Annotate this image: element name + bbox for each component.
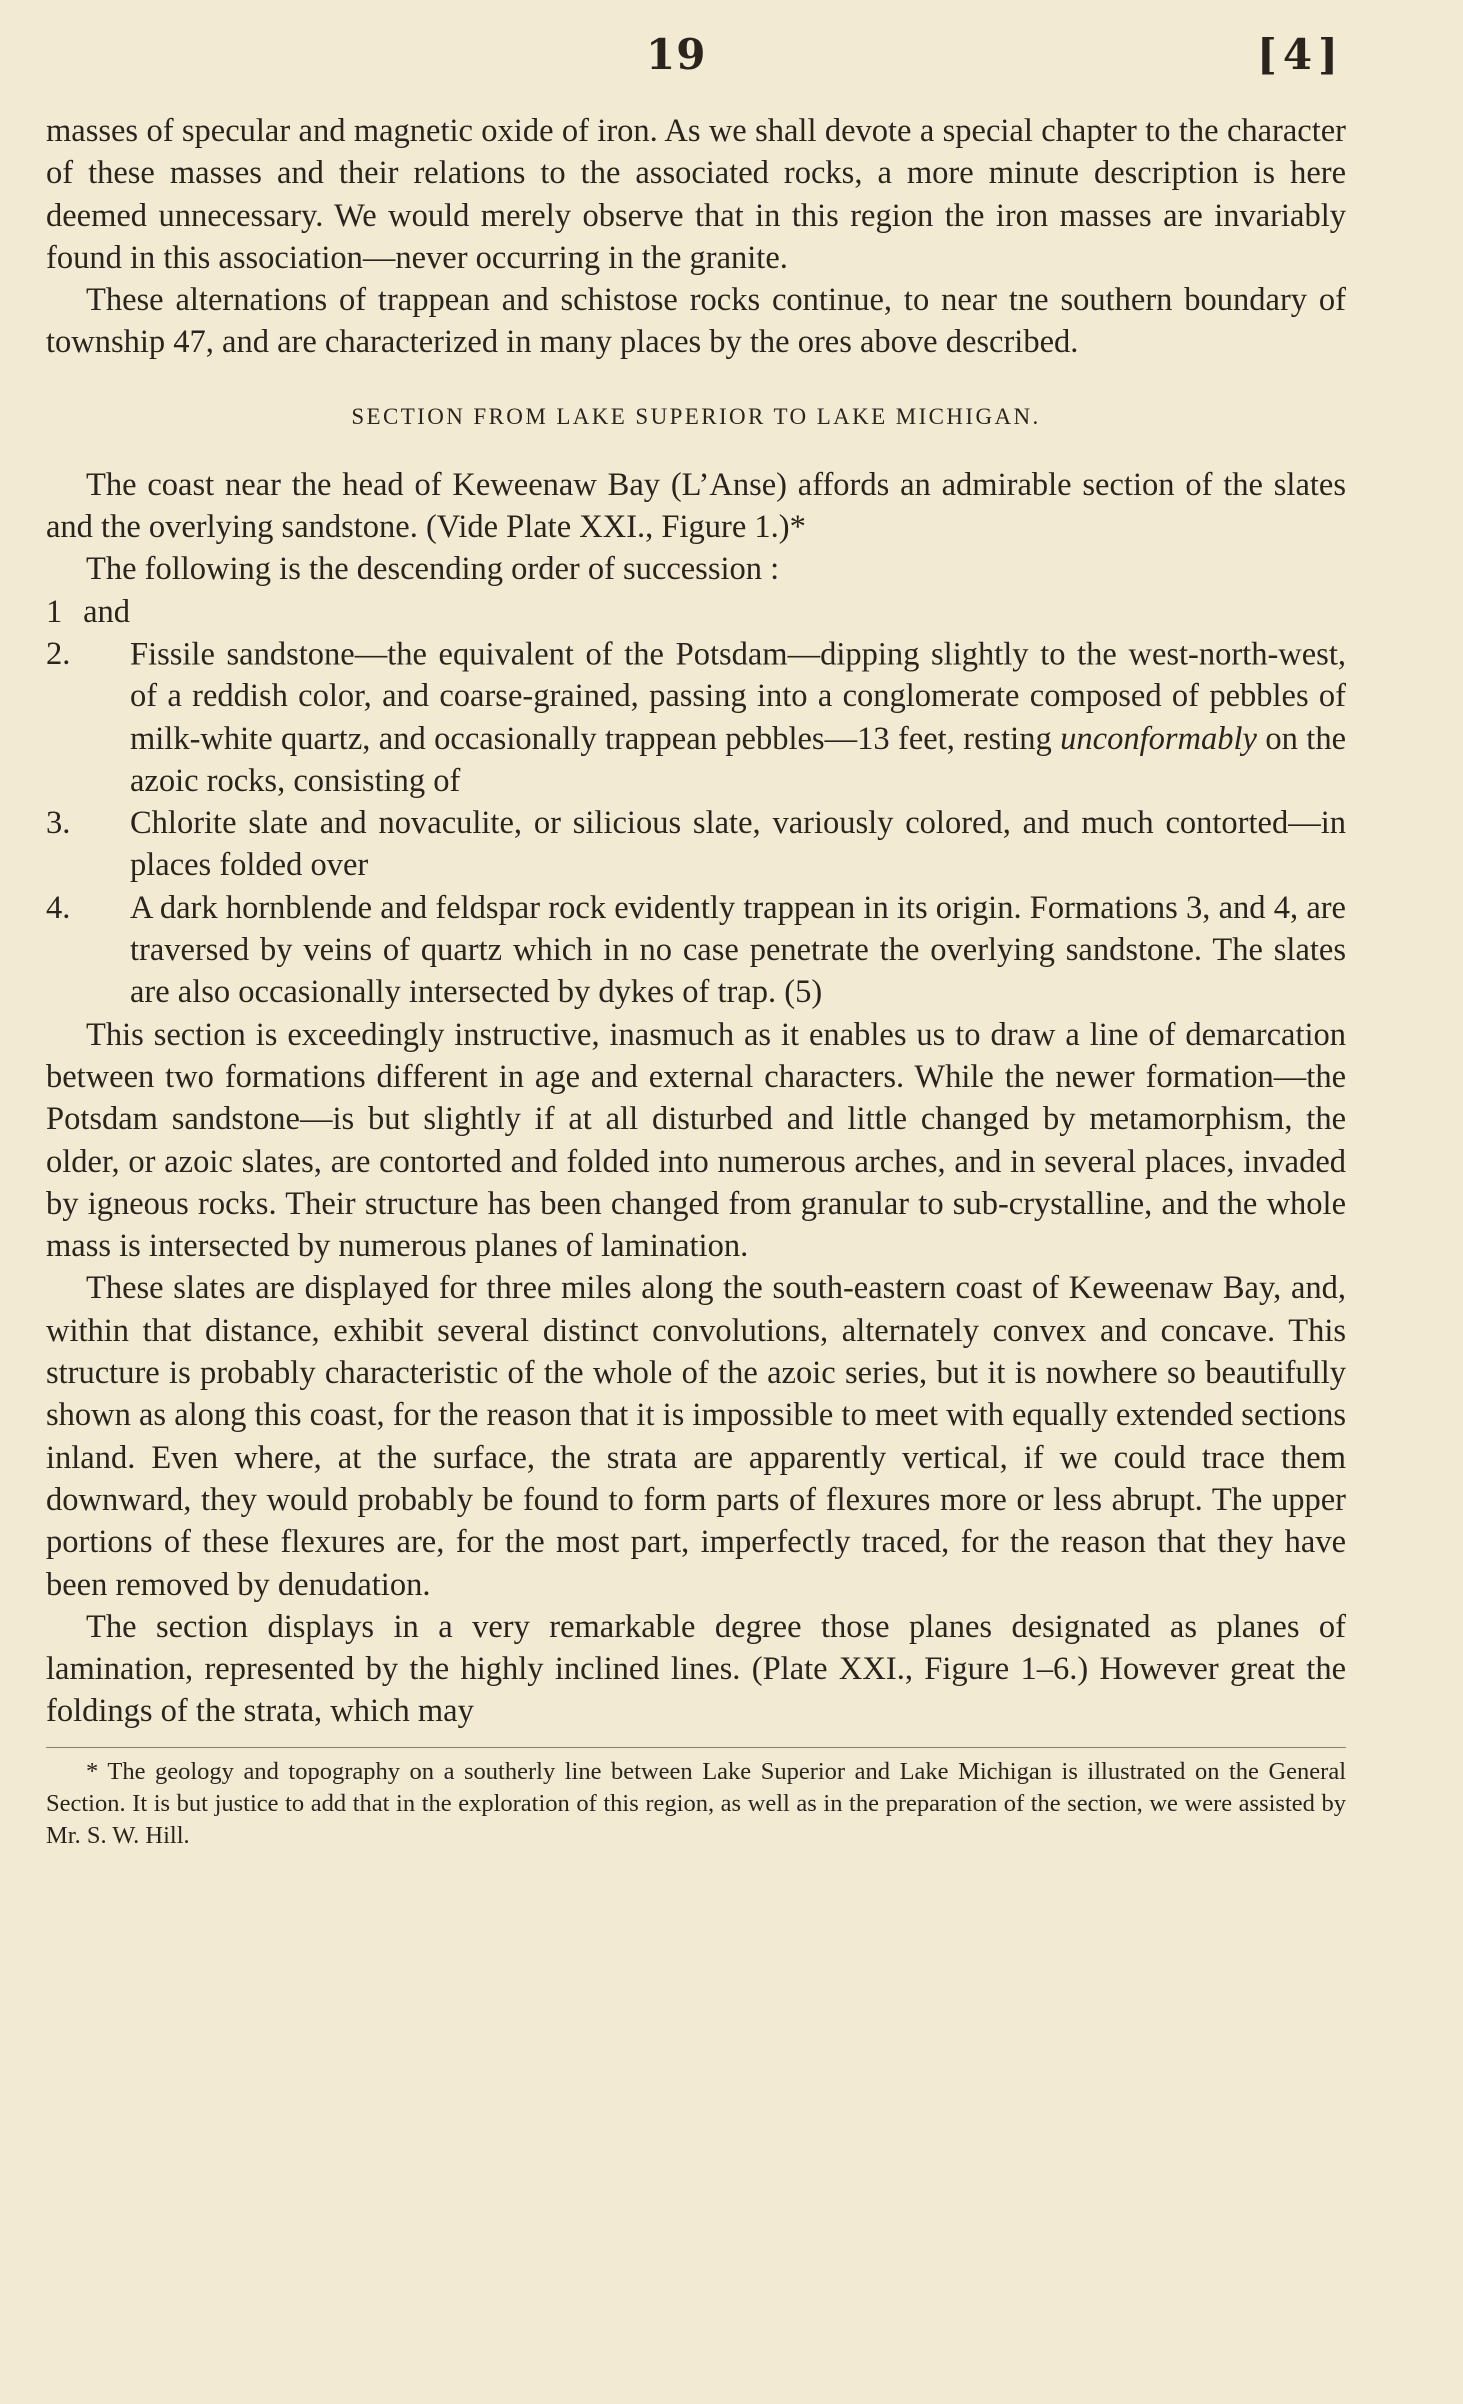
list-item-text: A dark hornblende and feldspar rock evidently trappean in its origin. Formations 3, and 4, are traversed by veins of quartz which in no case penetrate the overlying sandstone. The slates are also occasionally intersected by dykes of trap. (5) <box>130 889 1346 1011</box>
page-header <box>46 30 1346 94</box>
paragraph: These alternations of trappean and schistose rocks continue, to near tne southern boundary of township 47, and are characterized in many places by the ores above described. <box>46 282 1346 361</box>
footnote: * The geology and topography on a southerly line between Lake Superior and Lake Michigan is illustrated on the General Section. It is but justice to add that in the exploration of this region, as well as in the preparation of the section, we were assisted by Mr. S. W. Hill. <box>46 1757 1346 1849</box>
list-item-emphasis: unconformably <box>1060 720 1257 757</box>
list-item <box>46 591 1346 802</box>
body-text-top <box>46 110 1346 364</box>
list-item <box>46 802 1346 887</box>
page-number: 19 <box>646 30 707 79</box>
succession-list <box>46 591 1346 1014</box>
list-item-number: 3. <box>46 805 71 842</box>
list-item-text: Fissile sandstone—the equivalent of the Potsdam—dipping slightly to the west-north-west, of a reddish color, and coarse-grained, passing into a conglomerate composed of pebbles of milk-white quartz, and occasionally trappean pebbles—13 feet, resting <box>130 635 1346 757</box>
paragraph: masses of specular and magnetic oxide of iron. As we shall devote a special chapter to the character of these masses and their relations to the associated rocks, a more minute description is here deemed unnecessary. We would merely observe that in this region the iron masses are invariably found in this association—never occurring in the granite. <box>46 113 1346 276</box>
list-item-number: 4. <box>46 889 71 926</box>
section-reference: [4] <box>1257 30 1344 79</box>
list-item-text: Chlorite slate and novaculite, or silicious slate, variously colored, and much contorted—in places folded over <box>130 805 1346 884</box>
paragraph: These slates are displayed for three miles along the south-eastern coast of Keweenaw Bay, and, within that distance, exhibit several distinct convolutions, alternately convex and concave. This structure is probably characteristic of the whole of the azoic series, but it is nowhere so beautifully shown as along this coast, for the reason that it is impossible to meet with equally extended sections inland. Even where, at the surface, the strata are apparently vertical, if we could trace them downward, they would probably be found to form parts of flexures more or less abrupt. The upper portions of these flexures are, for the most part, imperfectly traced, for the reason that they have been removed by denudation. <box>46 1270 1346 1603</box>
list-item-text-continued: on the azoic rocks, consisting of <box>130 720 1346 799</box>
paragraph: The section displays in a very remarkable degree those planes designated as planes of lamination, represented by the highly inclined lines. (Plate XXI., Figure 1–6.) However great the foldings of the strata, which may <box>46 1608 1346 1730</box>
list-item-number: 1 and 2. <box>46 593 130 672</box>
paragraph: The coast near the head of Keweenaw Bay (L’Anse) affords an admirable section of the slates and the overlying sandstone. (Vide Plate XXI., Figure 1.)* <box>46 466 1346 546</box>
paragraph: This section is exceedingly instructive, inasmuch as it enables us to draw a line of demarcation between two formations different in age and external characters. While the newer formation—the Potsdam sandstone—is but slightly if at all disturbed and little changed by metamorphism, the older, or azoic slates, are contorted and folded into numerous arches, and in several places, invaded by igneous rocks. Their structure has been changed from granular to sub-crystalline, and the whole mass is intersected by numerous planes of lamination. <box>46 1016 1346 1265</box>
body-text-bottom <box>46 1014 1346 1733</box>
section-intro <box>46 464 1346 591</box>
section-heading: SECTION FROM LAKE SUPERIOR TO LAKE MICHIGAN. <box>351 403 1041 429</box>
document-page <box>46 30 1346 2390</box>
paragraph: The following is the descending order of succession : <box>86 551 780 588</box>
list-item <box>46 887 1346 1014</box>
footnote-divider <box>46 1747 1346 1748</box>
